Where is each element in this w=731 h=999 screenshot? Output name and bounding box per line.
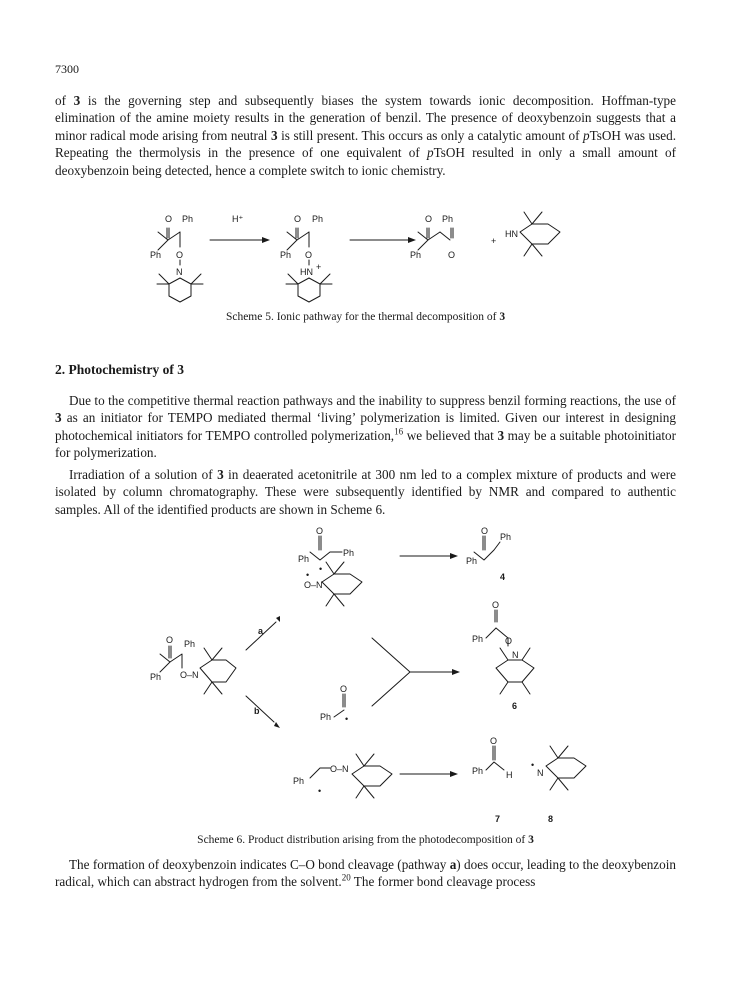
s6-label-ph: Ph: [500, 532, 512, 542]
s6-label-n: N: [537, 768, 544, 778]
s6-label-dot: •: [306, 570, 310, 580]
s5-label-o: O: [448, 250, 456, 260]
s6-label-o: O: [490, 736, 498, 746]
scheme-5-figure: [0, 200, 731, 305]
s5-label-ph: Ph: [280, 250, 292, 260]
s6-label-ph: Ph: [472, 634, 484, 644]
s5-label-ph: Ph: [312, 214, 324, 224]
s6-label-dot: •: [318, 786, 322, 796]
s6-label-o: O: [492, 600, 500, 610]
s6-label-dot: •: [531, 760, 535, 770]
s6-label-on: O–N: [304, 580, 323, 590]
compound-number-7: 7: [495, 814, 501, 824]
s6-label-ph: Ph: [472, 766, 484, 776]
s6-label-o: O: [166, 635, 174, 645]
s6-label-o: O: [340, 684, 348, 694]
s6-label-ph: Ph: [320, 712, 332, 722]
s6-label-ph: Ph: [150, 672, 162, 682]
s6-label-h: H: [506, 770, 513, 780]
s6-label-o: O: [505, 636, 513, 646]
pathway-b-label: b: [254, 706, 260, 716]
s5-label-o: O: [165, 214, 173, 224]
s5-label-o: O: [294, 214, 302, 224]
s5-label-o: O: [305, 250, 313, 260]
s5-label-o: O: [176, 250, 184, 260]
s6-label-o: O: [316, 526, 324, 536]
s5-label-hplus: H⁺: [232, 214, 244, 224]
s6-label-on: O–N: [180, 670, 199, 680]
paragraph-3: Irradiation of a solution of 3 in deaerated acetonitrile at 300 nm led to a complex mixture of products and were isolated by column chromatography. These were subsequently identified by NMR and compared to authentic samples. All of the identified products are shown in Scheme 6.: [55, 467, 676, 517]
s6-label-dot: •: [345, 714, 349, 724]
paragraph-4: The formation of deoxybenzoin indicates C–O bond cleavage (pathway a) does occur, leading to the deoxybenzoin radical, which can abstract hydrogen from the solvent.$^{20}$ The former bond cleavage process: [55, 857, 676, 890]
s6-label-ph: Ph: [466, 556, 478, 566]
s6-label-on: O–N: [330, 764, 349, 774]
s5-label-ph: Ph: [442, 214, 454, 224]
s5-label-hn: HN: [505, 229, 518, 239]
s5-label-ph: Ph: [182, 214, 194, 224]
scheme-6-caption: Scheme 6. Product distribution arising from the photodecomposition of 3: [197, 834, 534, 846]
s6-label-o: O: [481, 526, 489, 536]
s5-label-o: O: [425, 214, 433, 224]
s6-label-n: N: [512, 650, 519, 660]
s5-label-ph: Ph: [410, 250, 422, 260]
s6-label-dot: •: [319, 564, 323, 574]
s5-label-n: N: [176, 267, 183, 277]
s6-label-ph: Ph: [293, 776, 305, 786]
s5-label-hn: HN: [300, 267, 313, 277]
page-number: 7300: [55, 62, 79, 76]
section-heading: 2. Photochemistry of 3: [55, 362, 184, 377]
paragraph-2: Due to the competitive thermal reaction pathways and the inability to suppress benzil forming reactions, the use of 3 as an initiator for TEMPO mediated thermal ‘living’ polymerization is limited. Given our interest in designing photochemical initiators for TEMPO controlled polymerization,$^{16}$ we believed that 3 may be a suitable photoinitiator for polymerization.: [55, 393, 676, 461]
s5-label-plus: +: [316, 262, 322, 272]
pathway-a-label: a: [258, 626, 264, 636]
s5-label-ph: Ph: [150, 250, 162, 260]
s6-label-ph: Ph: [184, 639, 196, 649]
compound-number-6: 6: [512, 701, 518, 711]
compound-number-4: 4: [500, 572, 506, 582]
s6-label-ph: Ph: [343, 548, 355, 558]
paragraph-1: of 3 is the governing step and subsequently biases the system towards ionic decomposition. Hoffman-type elimination of the amine moiety results in the generation of benzil. The presence of deoxybenzoin suggests that a minor radical mode arising from neutral 3 is still present. This occurs as only a catalytic amount of pTsOH was used. Repeating the thermolysis in the presence of one equivalent of pTsOH resulted in only a small amount of deoxybenzoin being detected, hence a complete switch to ionic chemistry.: [55, 93, 677, 178]
scheme-6-figure: [0, 522, 731, 827]
s6-label-ph: Ph: [298, 554, 310, 564]
scheme-5-caption: Scheme 5. Ionic pathway for the thermal decomposition of 3: [225, 311, 506, 323]
s5-label-plus: +: [491, 236, 497, 246]
compound-number-8: 8: [548, 814, 554, 824]
